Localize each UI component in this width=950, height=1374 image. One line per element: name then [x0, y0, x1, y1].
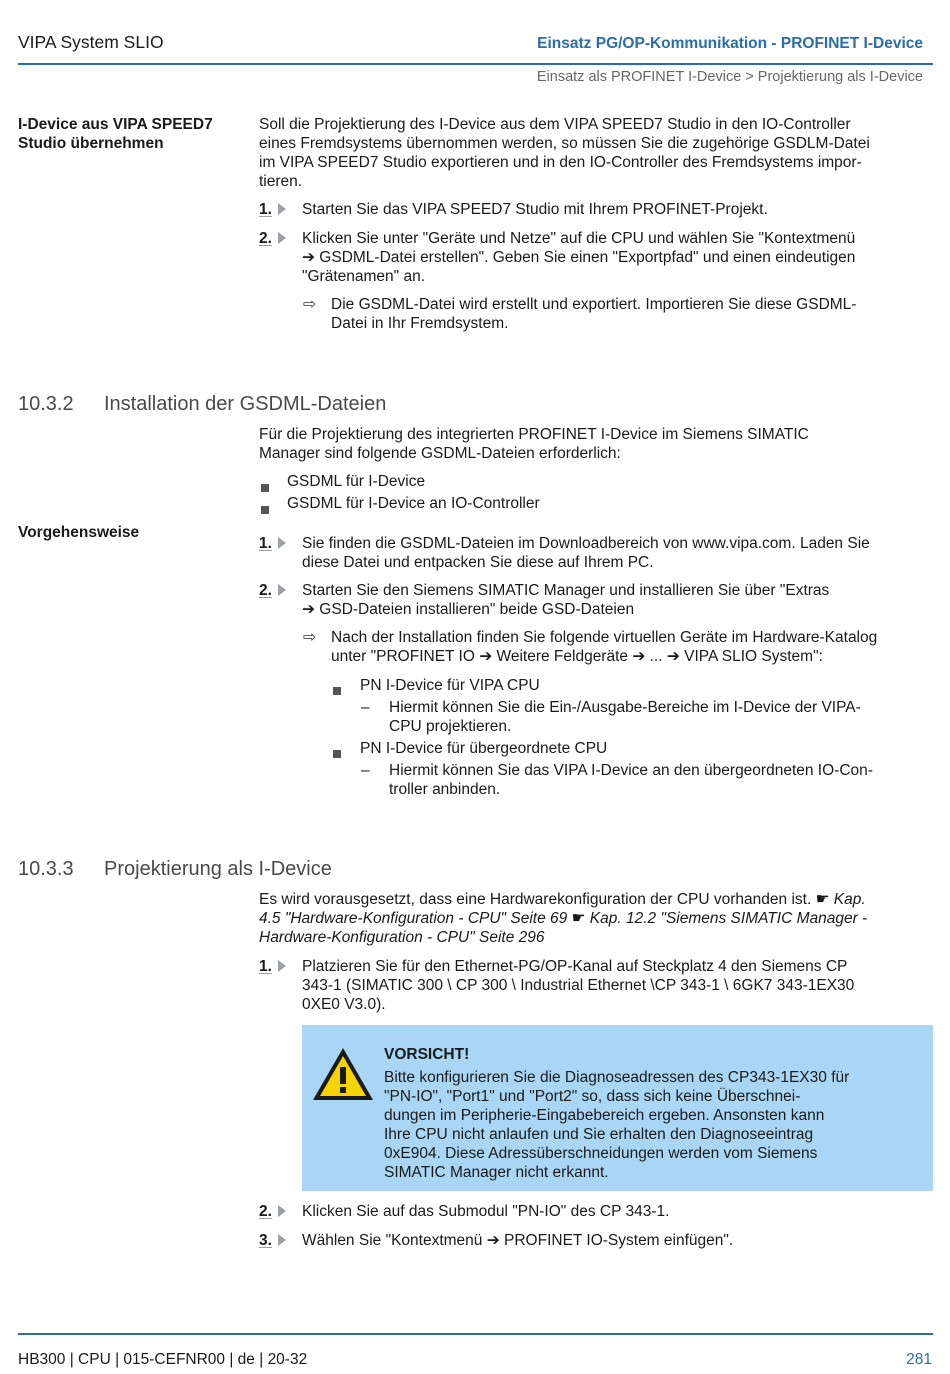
text-line — [259, 909, 931, 928]
text-line: Nach der Installation finden Sie folgende virtuellen Geräte im Hardware-Katalog — [331, 629, 878, 646]
step-text — [302, 957, 932, 1014]
step-number — [259, 957, 299, 976]
warning-triangle-icon — [311, 1045, 375, 1103]
result-text — [331, 295, 931, 333]
step-text: Starten Sie das VIPA SPEED7 Studio mit Ihrem PROFINET-Projekt. — [302, 201, 768, 218]
header-divider — [18, 63, 933, 65]
text-line: "Grätenamen" an. — [302, 268, 426, 285]
step-number-text: 3. — [259, 1232, 272, 1249]
result-arrow-icon: ⇨ — [303, 296, 316, 313]
text-line: Die GSDML-Datei wird erstellt und exportiert. Importieren Sie diese GSDML- — [331, 296, 857, 313]
section-title: Projektierung als I-Device — [104, 858, 332, 880]
step-number-text: 1. — [259, 535, 272, 552]
text-line: dungen im Peripherie-Eingabebereich ergeben. Ansonsten kann — [384, 1107, 825, 1124]
result-text — [331, 628, 936, 666]
cross-reference-icon: ☛ — [815, 891, 830, 908]
text-line: 343-1 (SIMATIC 300 \ CP 300 \ Industrial Ethernet \CP 343-1 \ 6GK7 343-1EX30 — [302, 977, 855, 994]
section1-sidehead — [18, 115, 248, 153]
text-line: ➔ GSD-Dateien installieren" beide GSD-Dateien — [302, 601, 635, 618]
breadcrumb: Einsatz als PROFINET I-Device > Projektierung als I-Device — [536, 69, 923, 85]
section2-sidehead: Vorgehensweise — [18, 524, 140, 541]
step-number — [259, 200, 299, 219]
text-line: eines Fremdsystems übernommen werden, so müssen Sie die zugehörige GSDLM-Datei — [259, 135, 870, 152]
caution-title: VORSICHT! — [384, 1046, 470, 1063]
bullet-square-icon — [333, 744, 341, 763]
step-number-text: 2. — [259, 230, 272, 247]
cross-reference-icon: ☛ — [571, 910, 586, 927]
step-number-text: 2. — [259, 582, 272, 599]
sidehead-line: I-Device aus VIPA SPEED7 — [18, 116, 213, 133]
text-line: SIMATIC Manager nicht erkannt. — [384, 1164, 609, 1181]
cross-reference-link[interactable]: Hardware-Konfiguration - CPU" Seite 296 — [259, 929, 545, 946]
bullet-square-icon — [261, 500, 269, 519]
step-arrow-icon — [278, 960, 286, 972]
text-line: 0XE0 V3.0). — [302, 996, 386, 1013]
text-line: Starten Sie den Siemens SIMATIC Manager und installieren Sie über "Extras — [302, 582, 830, 599]
result-arrow-icon: ⇨ — [303, 629, 316, 646]
text-line: Hiermit können Sie die Ein-/Ausgabe-Bereiche im I-Device der VIPA- — [389, 699, 861, 716]
section-title: Installation der GSDML-Dateien — [104, 393, 387, 415]
text-line: Ihre CPU nicht anlaufen und Sie erhalten den Diagnoseeintrag — [384, 1126, 814, 1143]
cross-reference-link[interactable]: Kap. 12.2 "Siemens SIMATIC Manager - — [589, 910, 868, 927]
page-number: 281 — [906, 1351, 932, 1368]
step-number — [259, 229, 299, 248]
section1-intro — [259, 115, 931, 191]
step-arrow-icon — [278, 537, 286, 549]
intro-text: Es wird vorausgesetzt, dass eine Hardwarekonfiguration der CPU vorhanden ist. — [259, 891, 812, 908]
step-text: Wählen Sie "Kontextmenü ➔ PROFINET IO-System einfügen". — [302, 1232, 734, 1249]
bullet-square-icon — [261, 478, 269, 497]
sub-item-text — [389, 698, 929, 736]
text-line: Für die Projektierung des integrierten PROFINET I-Device im Siemens SIMATIC — [259, 426, 809, 443]
text-line: diese Datei und entpacken Sie diese auf Ihrem PC. — [302, 554, 654, 571]
section-number: 10.3.2 — [18, 393, 74, 415]
sub-item-label: PN I-Device für übergeordnete CPU — [360, 740, 608, 757]
step-arrow-icon — [278, 584, 286, 596]
footer-document-id: HB300 | CPU | 015-CEFNR00 | de | 20-32 — [18, 1351, 308, 1368]
text-line: CPU projektieren. — [389, 718, 512, 735]
sidehead-line: Studio übernehmen — [18, 135, 164, 152]
caution-text — [384, 1068, 924, 1182]
bullet-item: GSDML für I-Device — [287, 473, 426, 490]
step-number-text: 1. — [259, 201, 272, 218]
header-product: VIPA System SLIO — [18, 32, 164, 52]
dash-icon: – — [361, 762, 370, 779]
step-arrow-icon — [278, 1205, 286, 1217]
text-line: Datei in Ihr Fremdsystem. — [331, 315, 509, 332]
text-line: troller anbinden. — [389, 781, 501, 798]
text-line: unter "PROFINET IO ➔ Weitere Feldgeräte ➔ ... ➔ VIPA SLIO System": — [331, 648, 823, 665]
header-chapter-title: Einsatz PG/OP-Kommunikation - PROFINET I-Device — [537, 35, 923, 52]
step-text: Klicken Sie auf das Submodul "PN-IO" des CP 343-1. — [302, 1203, 670, 1220]
footer-divider — [18, 1333, 933, 1335]
text-line: im VIPA SPEED7 Studio exportieren und in den IO-Controller des Fremdsystems impor- — [259, 154, 862, 171]
dash-icon: – — [361, 699, 370, 716]
cross-reference-link[interactable]: Kap. — [833, 891, 866, 908]
step-text — [302, 581, 932, 619]
sub-item-label: PN I-Device für VIPA CPU — [360, 677, 540, 694]
text-line: Hiermit können Sie das VIPA I-Device an den übergeordneten IO-Con- — [389, 762, 873, 779]
step-number — [259, 581, 299, 600]
step-number-text: 2. — [259, 1203, 272, 1220]
section3-intro — [259, 890, 931, 947]
step-number-text: 1. — [259, 958, 272, 975]
bullet-square-icon — [333, 681, 341, 700]
section2-intro — [259, 425, 931, 463]
step-number — [259, 1202, 299, 1221]
text-line: Bitte konfigurieren Sie die Diagnoseadressen des CP343-1EX30 für — [384, 1069, 850, 1086]
step-text — [302, 229, 932, 286]
step-arrow-icon — [278, 203, 286, 215]
text-line: Platzieren Sie für den Ethernet-PG/OP-Kanal auf Steckplatz 4 den Siemens CP — [302, 958, 848, 975]
cross-reference-link[interactable]: 4.5 "Hardware-Konfiguration - CPU" Seite 69 — [259, 910, 568, 927]
text-line — [259, 890, 931, 909]
section-number: 10.3.3 — [18, 858, 74, 880]
step-arrow-icon — [278, 1234, 286, 1246]
text-line: 0xE904. Diese Adressüberschneidungen werden vom Siemens — [384, 1145, 818, 1162]
step-number — [259, 534, 299, 553]
text-line: "PN-IO", "Port1" und "Port2" so, dass sich keine Überschnei- — [384, 1088, 801, 1105]
text-line: Soll die Projektierung des I-Device aus dem VIPA SPEED7 Studio in den IO-Controller — [259, 116, 851, 133]
step-number — [259, 1231, 299, 1250]
text-line: tieren. — [259, 173, 303, 190]
bullet-item: GSDML für I-Device an IO-Controller — [287, 495, 540, 512]
text-line — [259, 928, 931, 947]
sub-item-text — [389, 761, 929, 799]
text-line: Klicken Sie unter "Geräte und Netze" auf die CPU und wählen Sie "Kontextmenü — [302, 230, 856, 247]
text-line: ➔ GSDML-Datei erstellen". Geben Sie einen "Exportpfad" und einen eindeutigen — [302, 249, 856, 266]
text-line: Manager sind folgende GSDML-Dateien erforderlich: — [259, 445, 621, 462]
text-line: Sie finden die GSDML-Dateien im Downloadbereich von www.vipa.com. Laden Sie — [302, 535, 870, 552]
step-arrow-icon — [278, 232, 286, 244]
step-text — [302, 534, 932, 572]
